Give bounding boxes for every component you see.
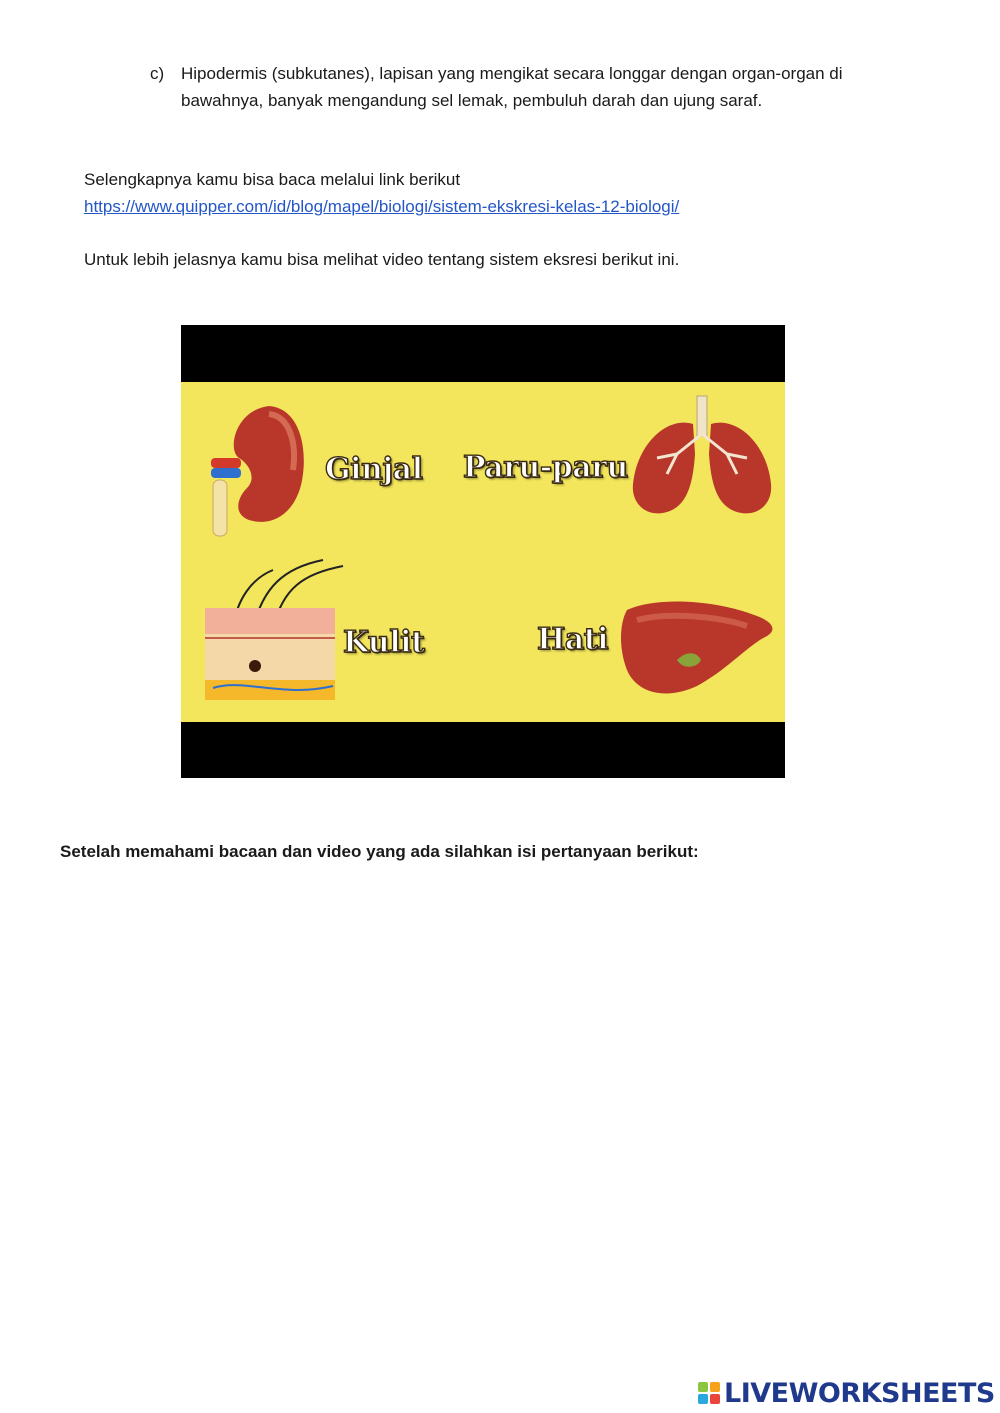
brand-name: LIVEWORKSHEETS bbox=[724, 1377, 995, 1409]
lungs-icon bbox=[627, 394, 777, 520]
kidney-icon bbox=[209, 402, 309, 542]
list-item-text: Hipodermis (subkutanes), lapisan yang mengikat secara longgar dengan organ-organ di bawahnya, banyak mengandung sel lemak, pembuluh darah dan ujung saraf. bbox=[181, 64, 843, 110]
label-paru-paru: Paru-paru bbox=[463, 450, 628, 485]
skin-icon bbox=[203, 558, 363, 708]
liveworksheets-logo bbox=[698, 1378, 995, 1408]
liver-icon bbox=[617, 590, 779, 700]
label-kulit: Kulit bbox=[343, 625, 425, 660]
video-intro-text: Untuk lebih jelasnya kamu bisa melihat video tentang sistem eksresi berikut ini. bbox=[84, 250, 680, 269]
video-thumbnail[interactable] bbox=[181, 325, 785, 778]
list-item-c bbox=[150, 60, 910, 114]
list-marker: c) bbox=[150, 64, 165, 83]
intro-text: Selengkapnya kamu bisa baca melalui link berikut bbox=[84, 170, 461, 189]
quipper-link[interactable]: https://www.quipper.com/id/blog/mapel/biologi/sistem-ekskresi-kelas-12-biologi/ bbox=[84, 197, 680, 216]
label-ginjal: Ginjal bbox=[325, 452, 423, 487]
video-panel bbox=[181, 382, 785, 722]
label-hati: Hati bbox=[537, 622, 609, 657]
question-heading: Setelah memahami bacaan dan video yang ada silahkan isi pertanyaan berikut: bbox=[60, 842, 699, 861]
logo-grid-icon bbox=[698, 1382, 720, 1404]
